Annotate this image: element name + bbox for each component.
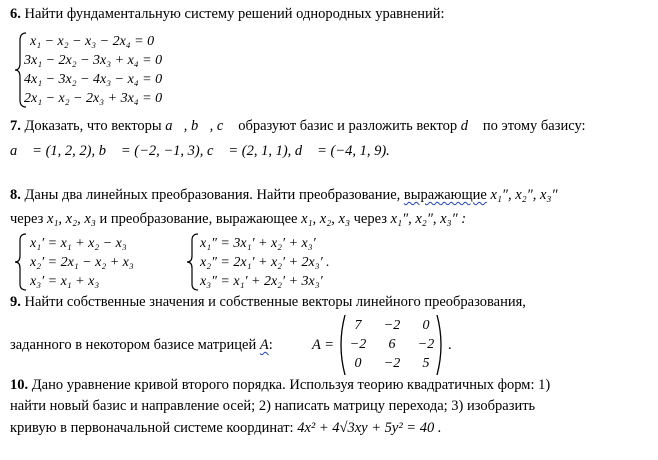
problem-6-heading [10,6,445,23]
system-6-eq-1: x₁ − x₂ − x₃ − 2x₄ = 0 [30,34,155,49]
problem-7-vectors: a⃗, b⃗, c⃗ [165,118,235,134]
problem-9-line-2 [10,337,273,354]
problem-7-vector-values: a⃗ = (1, 2, 2), b⃗ = (−2, −1, 3), c⃗ = (2, 1, 1), d⃗ = (−4, 1, 9). [10,143,390,159]
problem-10-line3-text: кривую в первоначальной системе координат: [10,420,298,436]
problem-8-line2-e: через [350,211,391,227]
problem-8-text-a: Даны два линейных преобразования. Найти преобразование, [20,187,404,203]
problem-10-line-3 [10,420,441,437]
problem-10-equation: 4x² + 4√3xy + 5y² = 40 . [297,420,442,436]
system-6-eq-2: 3x₁ − 2x₂ − 3x₃ + x₄ = 0 [24,53,163,68]
problem-6-text: Найти фундаментальную систему решений однородных уравнений: [20,6,445,22]
matrix-right-paren [436,314,446,381]
problem-9-number: 9. [10,294,21,310]
matrix-cell: 5 [422,356,430,371]
matrix-cell: −2 [349,337,367,352]
problem-8-line-2 [10,211,466,228]
matrix-cell: 0 [422,318,430,333]
matrix-cell: −2 [417,337,435,352]
matrix-cell: −2 [383,318,401,333]
matrix-cell: 0 [354,356,362,371]
system-8b-eq-3: x₃″ = x₁′ + 2x₂′ + 3x₃′ [200,274,323,289]
problem-10-number: 10. [10,377,29,393]
problem-8-line2-c: и преобразование, выражающее [95,211,302,227]
problem-7-vector-d: d⃗ [460,118,480,134]
problem-7-text-c: по этому базису: [479,118,586,134]
problem-8-underlined-word: выражающие [403,187,487,203]
matrix-cell: 7 [354,318,362,333]
problem-9-colon: : [268,337,273,353]
problem-8-line2-b: x₁, x₂, x₃ [46,211,96,227]
problem-9-heading [10,294,526,311]
problem-7-text-a: Доказать, что векторы [20,118,166,134]
problem-8-line2-f: x₁″, x₂″, x₃″ : [390,211,467,227]
problem-9-text: Найти собственные значения и собственные векторы линейного преобразования, [20,294,526,310]
problem-6-number: 6. [10,6,21,22]
problem-8-vars-a: x₁″, x₂″, x₃″ [486,187,558,203]
matrix-cell: −2 [383,356,401,371]
problem-9-A-equals: A = [312,337,335,353]
problem-8-heading [10,187,558,204]
system-8a-eq-2: x₂′ = 2x₁ − x₂ + x₃ [30,255,134,270]
system-8a-eq-1: x₁′ = x₁ + x₂ − x₃ [30,236,127,251]
problem-8-line2-d: x₁, x₂, x₃ [301,211,351,227]
system-8a-eq-3: x₃′ = x₁ + x₃ [30,274,100,289]
system-6-eq-4: 2x₁ − x₂ − 2x₃ + 3x₄ = 0 [24,91,163,106]
system-6-eq-3: 4x₁ − 3x₂ − 4x₃ − x₄ = 0 [24,72,163,87]
system-8b-eq-2: x₂″ = 2x₁′ + x₂′ + 2x₃′ . [200,255,330,270]
problem-9-period: . [448,337,452,353]
problem-8-number: 8. [10,187,21,203]
problem-10-line-2: найти новый базис и направление осей; 2) написать матрицу перехода; 3) изобразить [10,398,536,414]
problem-8-line2-a: через [10,211,47,227]
system-8b-eq-1: x₁″ = 3x₁′ + x₂′ + x₃′ [200,236,316,251]
problem-7-heading [10,118,586,135]
problem-10-text: Дано уравнение кривой второго порядка. Используя теорию квадратичных форм: 1) [28,377,551,393]
problem-9-matrix-symbol: A [259,337,269,353]
problem-9-line2-text: заданного в некотором базисе матрицей [10,337,260,353]
problem-7-number: 7. [10,118,21,134]
system-8b-brace [186,233,200,291]
problem-10-heading [10,377,550,394]
matrix-cell: 6 [388,337,396,352]
system-8a-brace [14,233,28,291]
problem-7-text-b: образуют базис и разложить вектор [234,118,461,134]
